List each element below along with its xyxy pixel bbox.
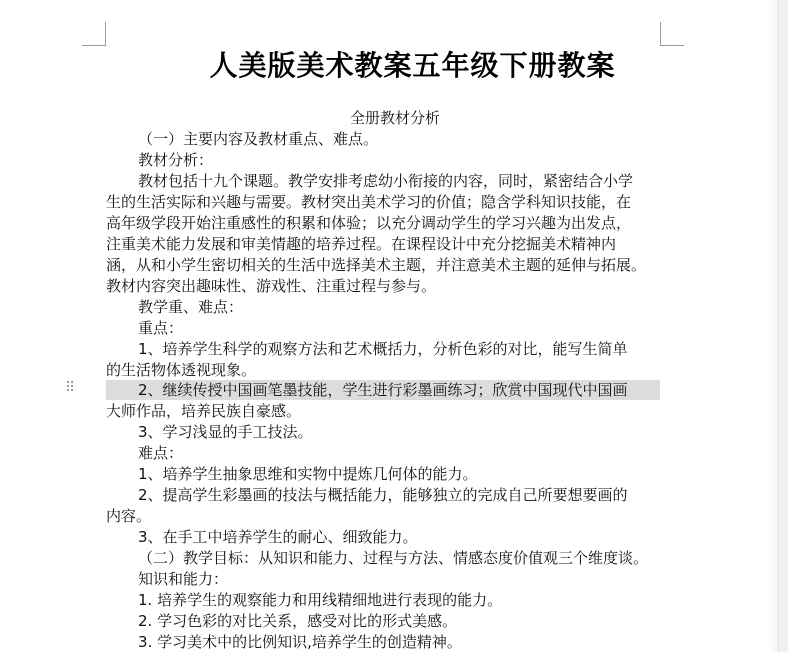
paragraph-line: 3、学习浅显的手工技法。 bbox=[138, 423, 313, 441]
list-item: 2. 学习色彩的对比关系，感受对比的形式美感。 bbox=[138, 612, 458, 630]
paragraph-line: 注重美术能力发展和审美情趣的培养过程。在课程设计中充分挖掘美术精神内 bbox=[106, 235, 617, 253]
paragraph-line: 难点： bbox=[138, 444, 184, 462]
crop-mark-right-v bbox=[660, 22, 661, 46]
paragraph-line: 高年级学段开始注重感性的积累和体验；以充分调动学生的学习兴趣为出发点， bbox=[106, 214, 632, 232]
crop-mark-left-v bbox=[105, 22, 106, 46]
paragraph-line: 的生活物体透视现象。 bbox=[106, 361, 257, 379]
paragraph-line: 教材包括十九个课题。教学安排考虑幼小衔接的内容，同时，紧密结合小学 bbox=[138, 172, 634, 190]
paragraph-line: 2、提高学生彩墨画的技法与概括能力，能够独立的完成自己所要想要画的 bbox=[138, 486, 628, 504]
paragraph-line: 涵，从和小学生密切相关的生活中选择美术主题，并注意美术主题的延伸与拓展。 bbox=[106, 256, 647, 274]
paragraph-line: 知识和能力： bbox=[138, 570, 229, 588]
paragraph-line: 教材内容突出趣味性、游戏性、注重过程与参与。 bbox=[106, 277, 437, 295]
paragraph-line: （一）主要内容及教材重点、难点。 bbox=[138, 130, 379, 148]
paragraph-line: 大师作品，培养民族自豪感。 bbox=[106, 402, 302, 420]
document-title: 人美版美术教案五年级下册教案 bbox=[209, 49, 616, 82]
paragraph-line: 3、在手工中培养学生的耐心、细致能力。 bbox=[138, 528, 418, 546]
paragraph-line: 1、培养学生科学的观察方法和艺术概括力，分析色彩的对比，能写生简单 bbox=[138, 340, 628, 358]
paragraph-line: 教学重、难点： bbox=[138, 298, 244, 316]
paragraph-line: 教材分析： bbox=[138, 151, 214, 169]
paragraph-line: 内容。 bbox=[106, 507, 152, 525]
vertical-scrollbar[interactable] bbox=[778, 0, 788, 652]
paragraph-line: 1、培养学生抽象思维和实物中提炼几何体的能力。 bbox=[138, 465, 478, 483]
paragraph-line: 重点： bbox=[138, 319, 184, 337]
section-heading: 全册教材分析 bbox=[350, 109, 441, 127]
paragraph-line: 生的生活实际和兴趣与需要。教材突出美术学习的价值；隐含学科知识技能，在 bbox=[106, 193, 632, 211]
list-item: 3. 学习美术中的比例知识,培养学生的创造精神。 bbox=[138, 633, 462, 651]
highlighted-paragraph-line: 2、继续传授中国画笔墨技能，学生进行彩墨画练习；欣赏中国现代中国画 bbox=[106, 380, 660, 400]
list-item: 1. 培养学生的观察能力和用线精细地进行表现的能力。 bbox=[138, 591, 503, 609]
drag-handle-icon[interactable]: ⠿ bbox=[65, 380, 76, 396]
paragraph-line: （二）教学目标：从知识和能力、过程与方法、情感态度价值观三个维度谈。 bbox=[138, 549, 649, 567]
